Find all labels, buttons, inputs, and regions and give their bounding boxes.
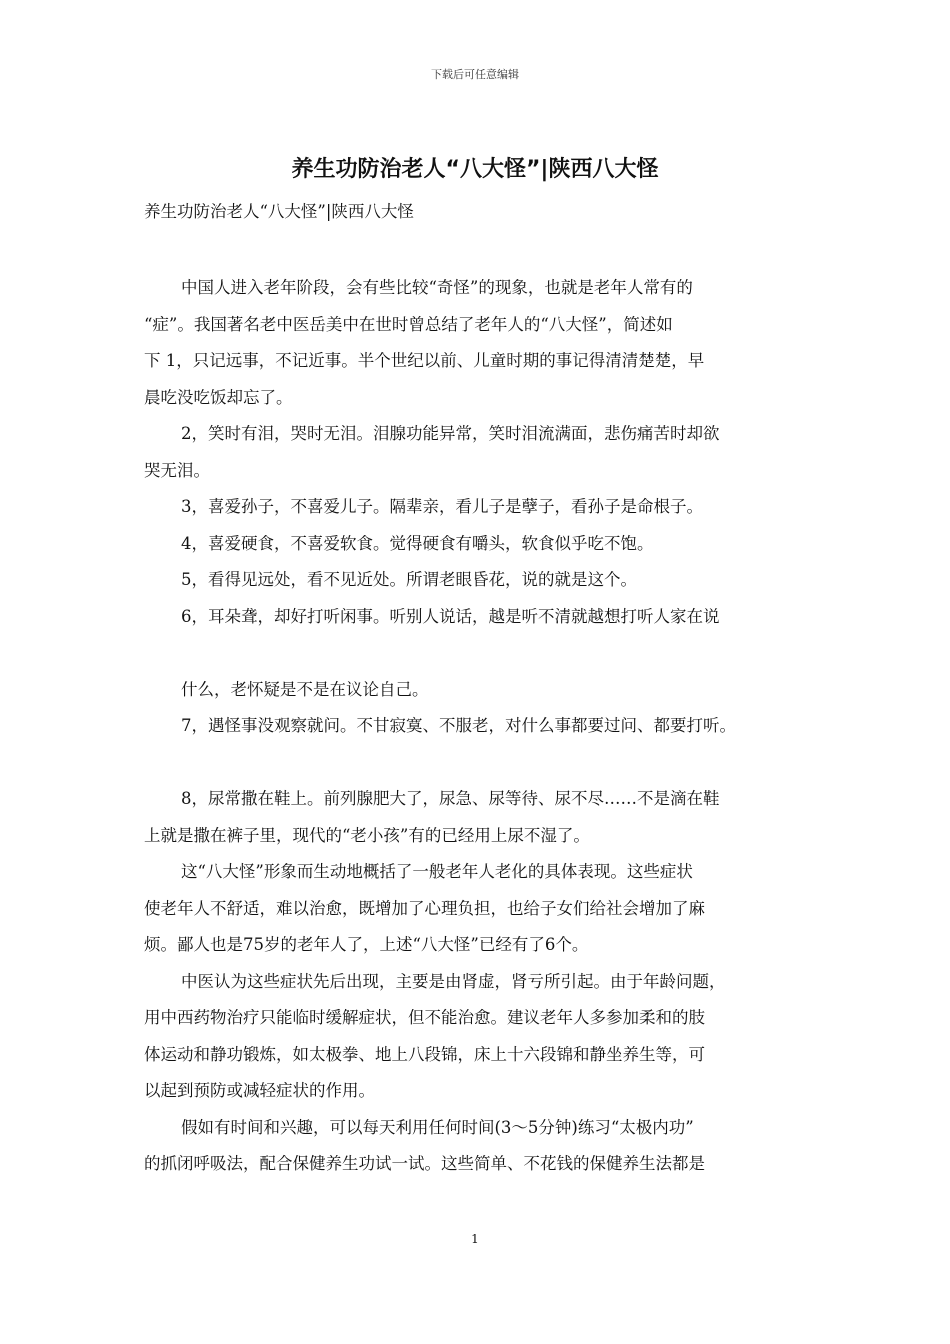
paragraph-line: 中国人进入老年阶段，会有些比较“奇怪”的现象，也就是老年人常有的 bbox=[181, 278, 693, 297]
paragraph-line: 中医认为这些症状先后出现，主要是由肾虚，肾亏所引起。由于年龄问题， bbox=[181, 971, 726, 991]
paragraph-line: 下 1，只记远事，不记近事。半个世纪以前、儿童时期的事记得清清楚楚，早 bbox=[144, 351, 705, 370]
paragraph-line: 6，耳朵聋，却好打听闲事。听别人说话，越是听不清就越想打听人家在说 bbox=[181, 606, 720, 626]
paragraph-line: 烦。鄙人也是75岁的老年人了，上述“八大怪”已经有了6个。 bbox=[144, 935, 589, 954]
paragraph-line: 以起到预防或减轻症状的作用。 bbox=[144, 1081, 375, 1100]
paragraph-line: 体运动和静功锻炼，如太极拳、地上八段锦，床上十六段锦和静坐养生等，可 bbox=[144, 1044, 705, 1064]
paragraph-line: 假如有时间和兴趣，可以每天利用任何时间(3～5分钟)练习“太极内功” bbox=[181, 1117, 694, 1137]
paragraph-line: 上就是撒在裤子里，现代的“老小孩”有的已经用上尿不湿了。 bbox=[144, 825, 590, 845]
paragraph-line: 7，遇怪事没观察就问。不甘寂寞、不服老，对什么事都要过问、都要打听。 bbox=[181, 716, 736, 735]
paragraph-line: 使老年人不舒适，难以治愈，既增加了心理负担，也给子女们给社会增加了麻 bbox=[144, 898, 705, 918]
paragraph-line: 3，喜爱孙子，不喜爱儿子。隔辈亲，看儿子是孽子，看孙子是命根子。 bbox=[181, 497, 703, 516]
paragraph-line: 5，看得见远处，看不见近处。所谓老眼昏花，说的就是这个。 bbox=[181, 570, 637, 589]
article-body bbox=[144, 270, 812, 1183]
paragraph-line: 8，尿常撒在鞋上。前列腺肥大了，尿急、尿等待、尿不尽……不是滴在鞋 bbox=[181, 789, 720, 808]
paragraph-line: 这“八大怪”形象而生动地概括了一般老年人老化的具体表现。这些症状 bbox=[181, 862, 693, 881]
page-header-note: 下载后可任意编辑 bbox=[431, 68, 519, 81]
paragraph-line: 晨吃没吃饭却忘了。 bbox=[144, 387, 293, 407]
paragraph-line: 的抓闭呼吸法，配合保健养生功试一试。这些简单、不花钱的保健养生法都是 bbox=[144, 1154, 705, 1173]
paragraph-line: 什么，老怀疑是不是在议论自己。 bbox=[181, 679, 429, 699]
paragraph-line: 2，笑时有泪，哭时无泪。泪腺功能异常，笑时泪流满面，悲伤痛苦时却欲 bbox=[181, 424, 720, 443]
document-title: 养生功防治老人“八大怪”|陕西八大怪 bbox=[291, 157, 659, 182]
paragraph-line: 用中西药物治疗只能临时缓解症状，但不能治愈。建议老年人多参加柔和的肢 bbox=[144, 1008, 705, 1027]
paragraph-line: 4，喜爱硬食，不喜爱软食。觉得硬食有嚼头，软食似乎吃不饱。 bbox=[181, 533, 654, 553]
paragraph-line: “症”。我国著名老中医岳美中在世时曾总结了老年人的“八大怪”，简述如 bbox=[144, 314, 673, 334]
document-subtitle: 养生功防治老人“八大怪”|陕西八大怪 bbox=[144, 202, 414, 221]
paragraph-line: 哭无泪。 bbox=[144, 460, 210, 480]
page-number: 1 bbox=[471, 1232, 479, 1246]
